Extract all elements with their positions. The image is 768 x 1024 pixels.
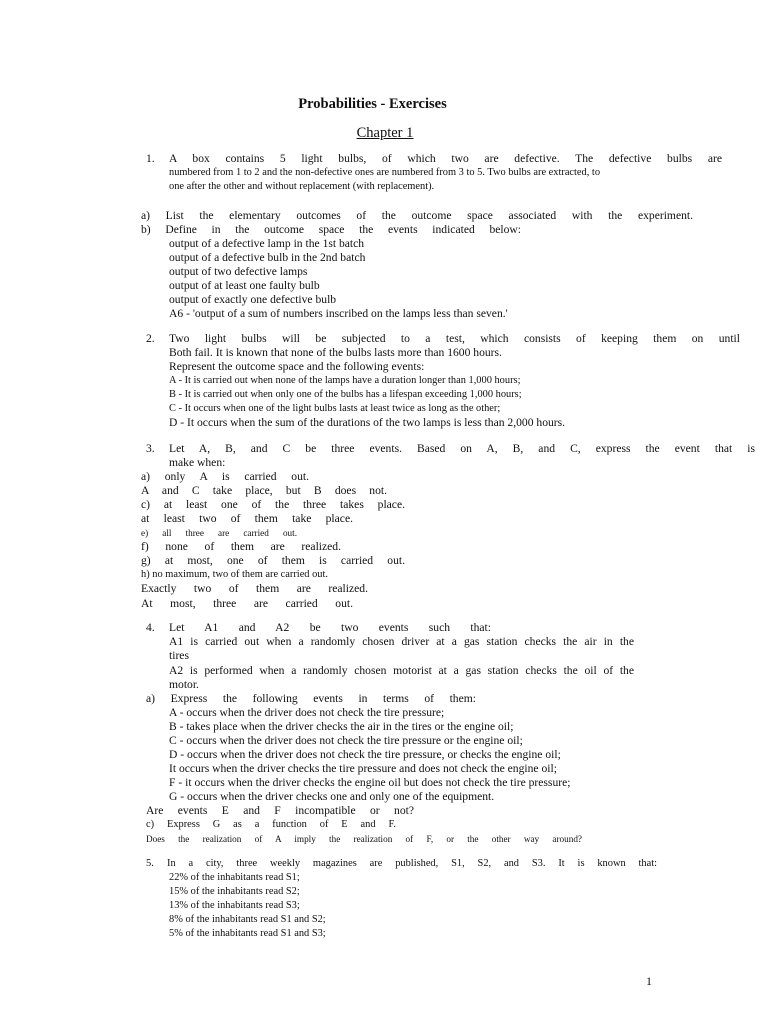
exercise-3-item: c) at least one of the three takes place. (141, 498, 405, 511)
exercise-4-item: B - takes place when the driver checks the air in the tires or the engine oil; (169, 720, 514, 733)
exercise-1-line-3: one after the other and without replacement (with replacement). (169, 181, 435, 192)
exercise-4-line-4: A2 is performed when a randomly chosen motorist at a gas station checks the oil of the (169, 664, 634, 677)
exercise-5-item: 5% of the inhabitants read S1 and S3; (169, 928, 326, 939)
exercise-3-line-1: Let A, B, and C be three events. Based on A, B, and C, express the event that is (169, 442, 755, 455)
exercise-5-item: 22% of the inhabitants read S1; (169, 872, 300, 883)
exercise-3-item: Exactly two of them are realized. (141, 582, 368, 595)
exercise-1-number: 1. (146, 152, 155, 165)
exercise-5-number: 5. (146, 858, 154, 869)
exercise-2-line-3: Represent the outcome space and the following events: (169, 360, 425, 373)
exercise-5-item: 15% of the inhabitants read S2; (169, 886, 300, 897)
exercise-1-part-b: b) Define in the outcome space the events indicated below: (141, 223, 521, 236)
exercise-1-part-a: a) List the elementary outcomes of the outcome space associated with the experiment. (141, 209, 693, 222)
exercise-3-item: a) only A is carried out. (141, 470, 309, 483)
exercise-2-item: D - It occurs when the sum of the durations of the two lamps is less than 2,000 hours. (169, 416, 566, 429)
exercise-3-item: A and C take place, but B does not. (141, 484, 387, 497)
exercise-4-line-5: motor. (169, 678, 199, 691)
exercise-3-item: at least two of them take place. (141, 512, 353, 525)
exercise-3-item: f) none of them are realized. (141, 540, 341, 553)
exercise-1-item: output of exactly one defective bulb (169, 293, 337, 306)
exercise-3-item: h) no maximum, two of them are carried out. (141, 569, 328, 580)
exercise-5-line-1: In a city, three weekly magazines are published, S1, S2, and S3. It is known that: (167, 858, 657, 869)
exercise-1-item: output of two defective lamps (169, 265, 308, 278)
exercise-4-item: D - occurs when the driver does not check the tire pressure, or checks the engine oil; (169, 748, 561, 761)
exercise-3-line-2: make when: (169, 456, 226, 469)
exercise-4-line-1: Let A1 and A2 be two events such that: (169, 621, 491, 634)
exercise-3-number: 3. (146, 442, 155, 455)
exercise-4-item: C - occurs when the driver does not check the tire pressure or the engine oil; (169, 734, 523, 747)
exercise-4-line-3: tires (169, 649, 189, 662)
exercise-5-item: 13% of the inhabitants read S3; (169, 900, 300, 911)
exercise-2-line-1: Two light bulbs will be subjected to a test, which consists of keeping them on until (169, 332, 740, 345)
exercise-4-item: A - occurs when the driver does not check the tire pressure; (169, 706, 445, 719)
exercise-3-item: e) all three are carried out. (141, 528, 297, 538)
page-number: 1 (646, 974, 652, 988)
page-title: Probabilities - Exercises (298, 96, 447, 112)
exercise-4-question-1: Are events E and F incompatible or not? (146, 804, 414, 817)
exercise-4-question-3: Does the realization of A imply the realization of F, or the other way around? (146, 834, 582, 844)
exercise-1-item: A6 - 'output of a sum of numbers inscribed on the lamps less than seven.' (169, 307, 508, 320)
exercise-1-item: output of a defective lamp in the 1st batch (169, 237, 365, 250)
exercise-1-line-1: A box contains 5 light bulbs, of which two are defective. The defective bulbs are (169, 152, 722, 165)
exercise-4-item: G - occurs when the driver checks one and only one of the equipment. (169, 790, 495, 803)
exercise-4-item: F - it occurs when the driver checks the engine oil but does not check the tire pressure; (169, 776, 571, 789)
exercise-4-question-2: c) Express G as a function of E and F. (146, 819, 396, 830)
exercise-5-item: 8% of the inhabitants read S1 and S2; (169, 914, 326, 925)
chapter-heading: Chapter 1 (356, 125, 414, 141)
exercise-2-item: A - It is carried out when none of the lamps have a duration longer than 1,000 hours; (169, 375, 521, 386)
exercise-3-item: g) at most, one of them is carried out. (141, 554, 405, 567)
exercise-1-line-2: numbered from 1 to 2 and the non-defective ones are numbered from 3 to 5. Two bulbs are extracted, to (169, 167, 601, 178)
exercise-3-item: At most, three are carried out. (141, 597, 353, 610)
exercise-2-number: 2. (146, 332, 155, 345)
exercise-1-item: output of at least one faulty bulb (169, 279, 320, 292)
exercise-2-item: B - It is carried out when only one of the bulbs has a lifespan exceeding 1,000 hours; (169, 389, 522, 400)
exercise-2-item: C - It occurs when one of the light bulbs lasts at least twice as long as the other; (169, 403, 501, 414)
exercise-1-item: output of a defective bulb in the 2nd batch (169, 251, 366, 264)
exercise-4-line-2: A1 is carried out when a randomly chosen driver at a gas station checks the air in the (169, 635, 634, 648)
exercise-2-line-2: Both fail. It is known that none of the bulbs lasts more than 1600 hours. (169, 346, 502, 359)
exercise-4-part-a: a) Express the following events in terms of them: (146, 692, 476, 705)
exercise-4-item: It occurs when the driver checks the tire pressure and does not check the engine oil; (169, 762, 557, 775)
exercise-4-number: 4. (146, 621, 155, 634)
